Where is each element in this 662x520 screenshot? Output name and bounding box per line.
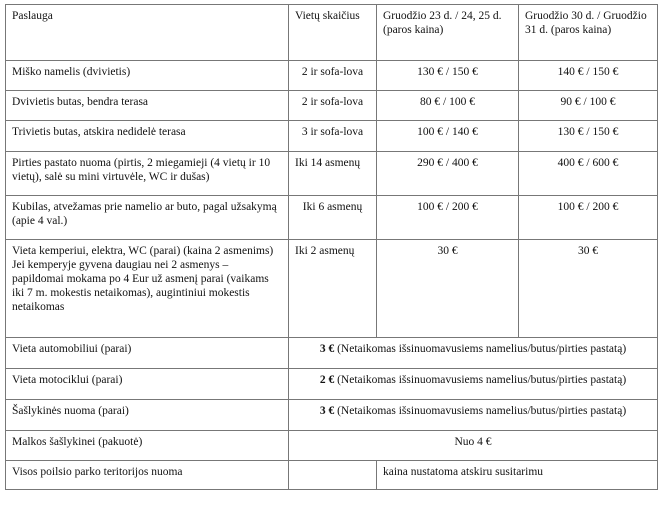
extra-price-cell [289, 400, 658, 431]
extra-service: Šašlykinės nuoma (parai) [6, 400, 289, 431]
header-period-1: Gruodžio 23 d. / 24, 25 d. (paros kaina) [377, 5, 519, 61]
territory-service: Visos poilsio parko teritorijos nuoma [6, 461, 289, 490]
header-period-2: Gruodžio 30 d. / Gruodžio 31 d. (paros kaina) [519, 5, 658, 61]
row-service: Miško namelis (dvivietis) [6, 61, 289, 91]
row-price-2: 100 € / 200 € [519, 196, 658, 240]
camper-service-main: Vieta kemperiui, elektra, WC (parai) (kaina 2 asmenims) [12, 245, 274, 257]
table-row [6, 152, 658, 196]
territory-row [6, 461, 658, 490]
extra-price: 3 € [319, 405, 335, 417]
row-price-1: 290 € / 400 € [377, 152, 519, 196]
row-price-1: 80 € / 100 € [377, 91, 519, 121]
camper-places: Iki 2 asmenų [289, 240, 377, 338]
extra-row [6, 369, 658, 400]
price-table-container [5, 4, 658, 490]
row-price-2: 130 € / 150 € [519, 121, 658, 152]
row-price-2: 400 € / 600 € [519, 152, 658, 196]
row-places: Iki 6 asmenų [289, 196, 377, 240]
extra-note: (Netaikomas išsinuomavusiems namelius/butus/pirties pastatą) [337, 405, 627, 417]
camper-price-1: 30 € [377, 240, 519, 338]
header-places: Vietų skaičius [289, 5, 377, 61]
table-row [6, 61, 658, 91]
header-row [6, 5, 658, 61]
row-places: 2 ir sofa-lova [289, 61, 377, 91]
extra-price-cell [289, 369, 658, 400]
row-places: 2 ir sofa-lova [289, 91, 377, 121]
extra-row [6, 338, 658, 369]
firewood-price: Nuo 4 € [289, 431, 658, 461]
extra-price-cell [289, 338, 658, 369]
row-service: Trivietis butas, atskira nedidelė terasa [6, 121, 289, 152]
row-price-2: 90 € / 100 € [519, 91, 658, 121]
extra-price: 2 € [319, 374, 335, 386]
territory-price: kaina nustatoma atskiru susitarimu [377, 461, 658, 490]
row-price-1: 100 € / 140 € [377, 121, 519, 152]
extra-note: (Netaikomas išsinuomavusiems namelius/butus/pirties pastatą) [337, 374, 627, 386]
row-places: 3 ir sofa-lova [289, 121, 377, 152]
extra-service: Vieta motociklui (parai) [6, 369, 289, 400]
header-service: Paslauga [6, 5, 289, 61]
row-price-2: 140 € / 150 € [519, 61, 658, 91]
camper-price-2: 30 € [519, 240, 658, 338]
row-price-1: 130 € / 150 € [377, 61, 519, 91]
firewood-row [6, 431, 658, 461]
extra-row [6, 400, 658, 431]
camper-row [6, 240, 658, 338]
row-places: Iki 14 asmenų [289, 152, 377, 196]
extra-note: (Netaikomas išsinuomavusiems namelius/butus/pirties pastatą) [337, 343, 627, 355]
table-row [6, 196, 658, 240]
table-row [6, 91, 658, 121]
camper-service-extra: Jei kemperyje gyvena daugiau nei 2 asmenys – papildomai mokama po 4 Eur už asmenį parai (vaikams iki 7 m. mokestis netaikomas), augintiniui mokestis netaikomas [12, 259, 269, 313]
firewood-service: Malkos šašlykinei (pakuotė) [6, 431, 289, 461]
territory-empty-cell [289, 461, 377, 490]
row-service: Kubilas, atvežamas prie namelio ar buto, pagal užsakymą (apie 4 val.) [6, 196, 289, 240]
price-table [5, 4, 658, 490]
row-price-1: 100 € / 200 € [377, 196, 519, 240]
extra-service: Vieta automobiliui (parai) [6, 338, 289, 369]
row-service: Pirties pastato nuoma (pirtis, 2 miegamieji (4 vietų ir 10 vietų), salė su mini virtuvėle, WC ir dušas) [6, 152, 289, 196]
table-row [6, 121, 658, 152]
extra-price: 3 € [319, 343, 335, 355]
camper-service [6, 240, 289, 338]
row-service: Dvivietis butas, bendra terasa [6, 91, 289, 121]
